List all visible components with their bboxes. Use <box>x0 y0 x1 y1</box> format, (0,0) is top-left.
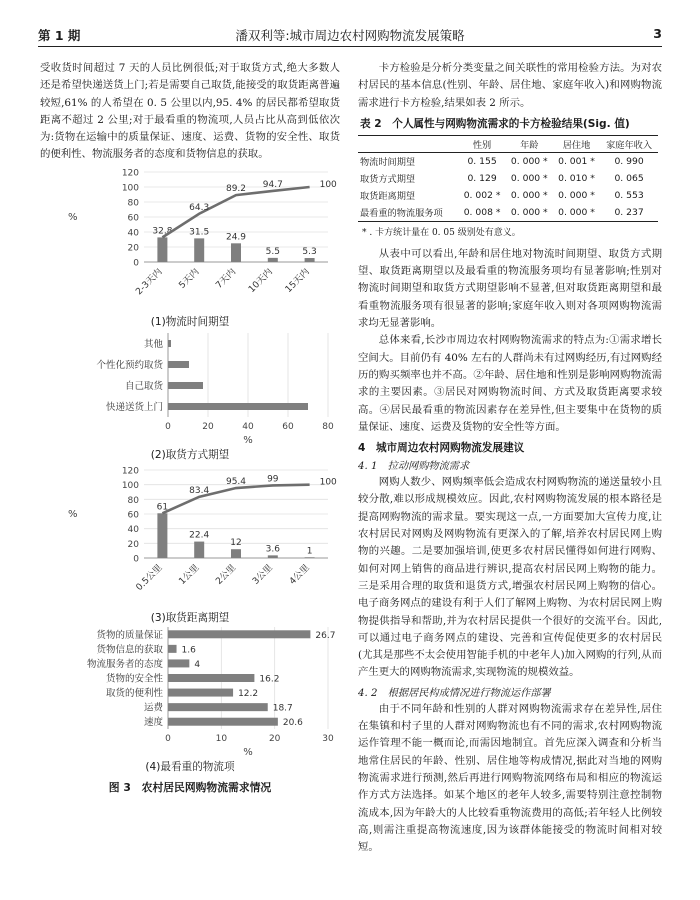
x-tick-label: 5天内 <box>177 266 202 291</box>
bar-value-label: 32.8 <box>152 226 173 237</box>
bar-value-label: 4 <box>194 659 201 670</box>
bar <box>305 258 315 262</box>
bar <box>168 717 278 725</box>
cumulative-value-label: 95.4 <box>225 476 247 487</box>
table-row <box>358 152 658 170</box>
y-tick-label: 取货的便利性 <box>105 687 163 699</box>
y-tick-label: 货物的质量保证 <box>96 629 163 641</box>
demand-paragraph: 网购人数少、网购频率低会造成农村网购物流的递送量较小且较分散,难以形成规模效应。因此,农村网购物流发展的根本路径是提高网购物流的需求量。要实现这一点,一方面要加大宣传力度,让农村居民对网购及网购物流有更深入的了解,培养农村居民网上购物的兴趣。二是要加强培训,使更多农村居民懂得如何进行网购、如何对网上销售的商品进行辨识,提高农村居民网上购物的能力。三是采用合理的取货和退货方式,增强农村居民网上购物的信心。电子商务网点的建设有利于人们了解网上购物、为农村居民网上购物提供指导和帮助,并为农村居民提供一个很好的交流平台。因此,可以通过电子商务网点的建设、完善和宣传促使更多的农村居民(尤其是那些不太会使用智能手机的中老年人)加入网购的行列,从而产生更大的网购物流需求,实现物流的规模效益。 <box>358 476 662 679</box>
bar-value-label: 1 <box>306 546 313 557</box>
bar-value-label: 18.7 <box>272 703 293 714</box>
y-tick-label: 货物的安全性 <box>105 673 163 685</box>
bar <box>194 541 204 557</box>
figure-caption: 图 3 农村居民网购物流需求情况 <box>108 780 272 794</box>
table-cell: 0. 990 <box>614 155 644 167</box>
chi-square-intro: 卡方检验是分析分类变量之间关联性的常用检验方法。为对农村居民的基本信息(性别、年龄、居住地、家庭年收入)和网购物流需求进行卡方检验,结果如表 2 所示。 <box>358 62 662 109</box>
bar <box>168 674 254 682</box>
table-cell: 0. 000 * <box>510 189 548 201</box>
bar-value-label: 22.4 <box>189 530 210 541</box>
x-tick-label: 7天内 <box>214 266 239 291</box>
bar-value-label: 31.5 <box>189 227 210 238</box>
cumulative-value-label: 100 <box>319 477 337 488</box>
bar <box>194 238 204 262</box>
table-row <box>358 204 658 222</box>
table-cell: 0. 155 <box>467 155 497 167</box>
bar <box>168 361 189 368</box>
issue-number: 第 1 期 <box>38 28 81 43</box>
y-tick-label: 速度 <box>143 716 163 728</box>
table-cell: 最看重的物流服务项 <box>358 204 458 222</box>
bar <box>157 513 167 558</box>
table-cell: 0. 129 <box>467 172 497 184</box>
table-cell: 0. 000 * <box>510 155 548 167</box>
cumulative-value-label: 64.3 <box>189 202 210 213</box>
x-tick-label: 1公里 <box>177 562 202 587</box>
table-cell: 0. 008 * <box>458 204 505 222</box>
x-tick-label: 2-3天内 <box>134 266 165 298</box>
table-cell: 0. 010 * <box>558 172 595 184</box>
bar-value-label: 5.3 <box>302 246 317 257</box>
table-header-cell: 居住地 <box>553 135 600 152</box>
table-cell: 0. 001 * <box>558 155 595 167</box>
bar <box>168 382 203 389</box>
table-cell: 0. 553 <box>614 189 644 201</box>
bar-value-label: 1.6 <box>181 645 196 656</box>
cumulative-value-label: 83.4 <box>189 485 210 496</box>
x-tick-label: 40 <box>242 421 254 432</box>
table-caption: 表 2 个人属性与网购物流需求的卡方检验结果(Sig. 值) <box>360 117 630 130</box>
chart-delivery-time <box>40 164 340 314</box>
page-number: 3 <box>653 26 662 41</box>
cumulative-value-label: 99 <box>267 474 279 485</box>
table-note: * . 卡方统计量在 0. 05 级别处有意义。 <box>362 227 521 238</box>
x-tick-label: 20 <box>268 733 281 744</box>
x-tick-label: 10天内 <box>247 266 275 295</box>
y-tick-label: 120 <box>121 168 139 179</box>
y-tick-label: 个性化预约取货 <box>96 359 163 371</box>
x-tick-label: 30 <box>322 733 334 744</box>
table-header-cell <box>358 135 458 152</box>
x-tick-label: 60 <box>282 421 294 432</box>
y-tick-label: 60 <box>127 510 139 521</box>
bar-value-label: 12 <box>230 537 242 548</box>
x-tick-label: 3公里 <box>251 562 275 587</box>
y-tick-label: 40 <box>127 228 139 239</box>
bar <box>168 403 308 410</box>
section-heading: 4 城市周边农村网购物流发展建议 <box>358 442 525 455</box>
y-tick-label: 物流服务者的态度 <box>86 658 163 670</box>
bar <box>168 659 189 667</box>
cumulative-value-label: 100 <box>319 179 337 190</box>
chi-square-table <box>358 135 658 222</box>
running-header <box>38 24 662 47</box>
y-tick-label: 货物信息的获取 <box>96 644 163 656</box>
table-row <box>358 187 658 204</box>
x-tick-label: 10 <box>215 733 228 744</box>
bar-value-label: 16.2 <box>259 674 280 685</box>
x-tick-label: 0 <box>165 421 171 432</box>
y-tick-label: 100 <box>121 183 139 194</box>
bar <box>168 688 233 696</box>
subsection-heading: 4. 1 拉动网购物流需求 <box>358 461 470 473</box>
bar <box>168 630 310 638</box>
bar <box>168 703 268 711</box>
y-tick-label: 40 <box>127 524 139 535</box>
running-title: 潘双利等:城市周边农村网购物流发展策略 <box>235 28 465 43</box>
y-tick-label: 0 <box>133 258 139 269</box>
bar-value-label: 24.9 <box>225 232 247 243</box>
summary-paragraph: 总体来看,长沙市周边农村网购物流需求的特点为:①需求增长空间大。目前仍有 40% 左右的人群尚未有过网购经历,有过网购经历的购买频率也并不高。②年龄、居住地和性别是影响网购物流需求的主要因素。③居民对网购物流时间、方式及取货距离要求较高。④居民最看重的物流因素存在差异性,但主要集中在货物的质量保证、速度、运费及货物的安全性等方面。 <box>358 334 662 433</box>
intro-paragraph: 受收货时间超过 7 天的人员比例很低;对于取货方式,绝大多数人还是希望快递送货上门;若是需要自己取货,能接受的取货距离普遍较短,61% 的人希望在 0. 5 公里以内,95. 4% 的居民都希望取货距离不超过 2 公里;对于最看重的物流项,人员占比从高到低依次为:货物在运输中的质量保证、速度、运费、货物的安全性、取货的便利性、物流服务者的态度和货物信息的获取。 <box>40 62 340 161</box>
table-analysis-paragraph: 从表中可以看出,年龄和居住地对物流时间期望、取货方式期望、取货距离期望以及最看重的物流服务项均有显著影响;性别对物流时间期望和取货方式期望影响不显著,但对取货距离期望和最看重物流服务项有很显著的影响;家庭年收入则对各项网购物流需求均无显著影响。 <box>358 247 662 330</box>
x-tick-label: 0.5公里 <box>134 562 165 593</box>
bar-value-label: 26.7 <box>315 630 336 641</box>
x-axis-label: % <box>243 434 253 446</box>
x-tick-label: 2公里 <box>214 562 239 587</box>
table-cell: 0. 000 * <box>558 189 595 201</box>
bar <box>157 237 167 262</box>
bar-value-label: 20.6 <box>282 717 303 728</box>
chart4-caption: (4)最看重的物流项 <box>145 760 235 773</box>
x-tick-label: 0 <box>165 733 171 744</box>
cumulative-value-label: 94.7 <box>262 179 283 190</box>
chart1-caption: (1)物流时间期望 <box>150 315 230 328</box>
table-header-row <box>358 135 658 152</box>
bar <box>268 258 278 262</box>
y-tick-label: 60 <box>127 213 139 224</box>
y-tick-label: 120 <box>121 466 139 477</box>
chart-pickup-method <box>40 329 340 447</box>
table-cell: 取货距离期望 <box>360 191 416 203</box>
y-axis-label: % <box>68 508 78 520</box>
y-tick-label: 其他 <box>143 338 163 350</box>
y-axis-label: % <box>68 211 78 223</box>
table-cell: 物流时间期望 <box>360 157 416 169</box>
table-header-cell: 家庭年收入 <box>600 135 658 152</box>
chart2-caption: (2)取货方式期望 <box>150 448 230 461</box>
x-tick-label: 15天内 <box>283 266 312 295</box>
chart3-caption: (3)取货距离期望 <box>150 611 230 624</box>
table-cell: 取货方式期望 <box>360 174 416 186</box>
table-cell: 0. 002 * <box>463 189 501 201</box>
y-tick-label: 20 <box>127 243 139 254</box>
table-cell: 0. 000 * <box>510 172 548 184</box>
y-tick-label: 20 <box>127 539 139 550</box>
cumulative-value-label: 89.2 <box>225 183 247 194</box>
x-tick-label: 20 <box>202 421 214 432</box>
bar-value-label: 3.6 <box>265 544 280 555</box>
bar <box>268 555 278 558</box>
bar <box>168 645 177 653</box>
x-axis-label: % <box>243 746 253 758</box>
right-column <box>358 60 662 856</box>
bar-value-label: 5.5 <box>265 246 280 257</box>
left-column <box>40 60 340 795</box>
table-header-cell: 性别 <box>458 135 505 152</box>
table-cell: 0. 000 * <box>553 204 600 222</box>
y-tick-label: 自己取货 <box>124 380 163 392</box>
chart-pickup-distance <box>40 462 340 610</box>
x-tick-label: 4公里 <box>287 562 312 587</box>
y-tick-label: 80 <box>127 198 139 209</box>
table-cell: 0. 237 <box>600 204 658 222</box>
deployment-paragraph: 由于不同年龄和性别的人群对网购物流需求存在差异性,居住在集镇和村子里的人群对网购物流也有不同的需求,农村网购物流运作管理不能一概而论,而需因地制宜。首先应深入调查和分析当地常住居民的年龄、性别、居住地等构成情况,据此对当地的网购物流需求进行预测,然后再进行网购物流网络布局和相应的物流运作方式方法选择。如某个地区的老年人较多,需要特别注意控制物流成本,因为年龄大的人比较看重物流费用的高低;若年轻人比例较高,则需注重提高物流速度,因为该群体能接受的物流时间相对较短。 <box>358 702 662 854</box>
bar <box>231 243 241 262</box>
bar-value-label: 61 <box>156 502 169 513</box>
x-tick-label: 80 <box>322 421 334 432</box>
table-row <box>358 170 658 187</box>
cumulative-line <box>162 187 309 237</box>
y-tick-label: 快递送货上门 <box>105 401 163 413</box>
bar <box>231 549 241 558</box>
table-cell: 0. 000 * <box>506 204 553 222</box>
bar <box>305 557 315 558</box>
y-tick-label: 80 <box>127 495 139 506</box>
table-cell: 0. 065 <box>614 172 644 184</box>
chart-most-valued <box>40 625 340 759</box>
table-header-cell: 年龄 <box>506 135 553 152</box>
bar <box>168 340 171 347</box>
y-tick-label: 100 <box>121 480 139 491</box>
bar-value-label: 12.2 <box>238 688 259 699</box>
y-tick-label: 0 <box>133 554 139 565</box>
y-tick-label: 运费 <box>143 702 163 714</box>
subsection-heading: 4. 2 根据居民构成情况进行物流运作部署 <box>358 687 551 699</box>
